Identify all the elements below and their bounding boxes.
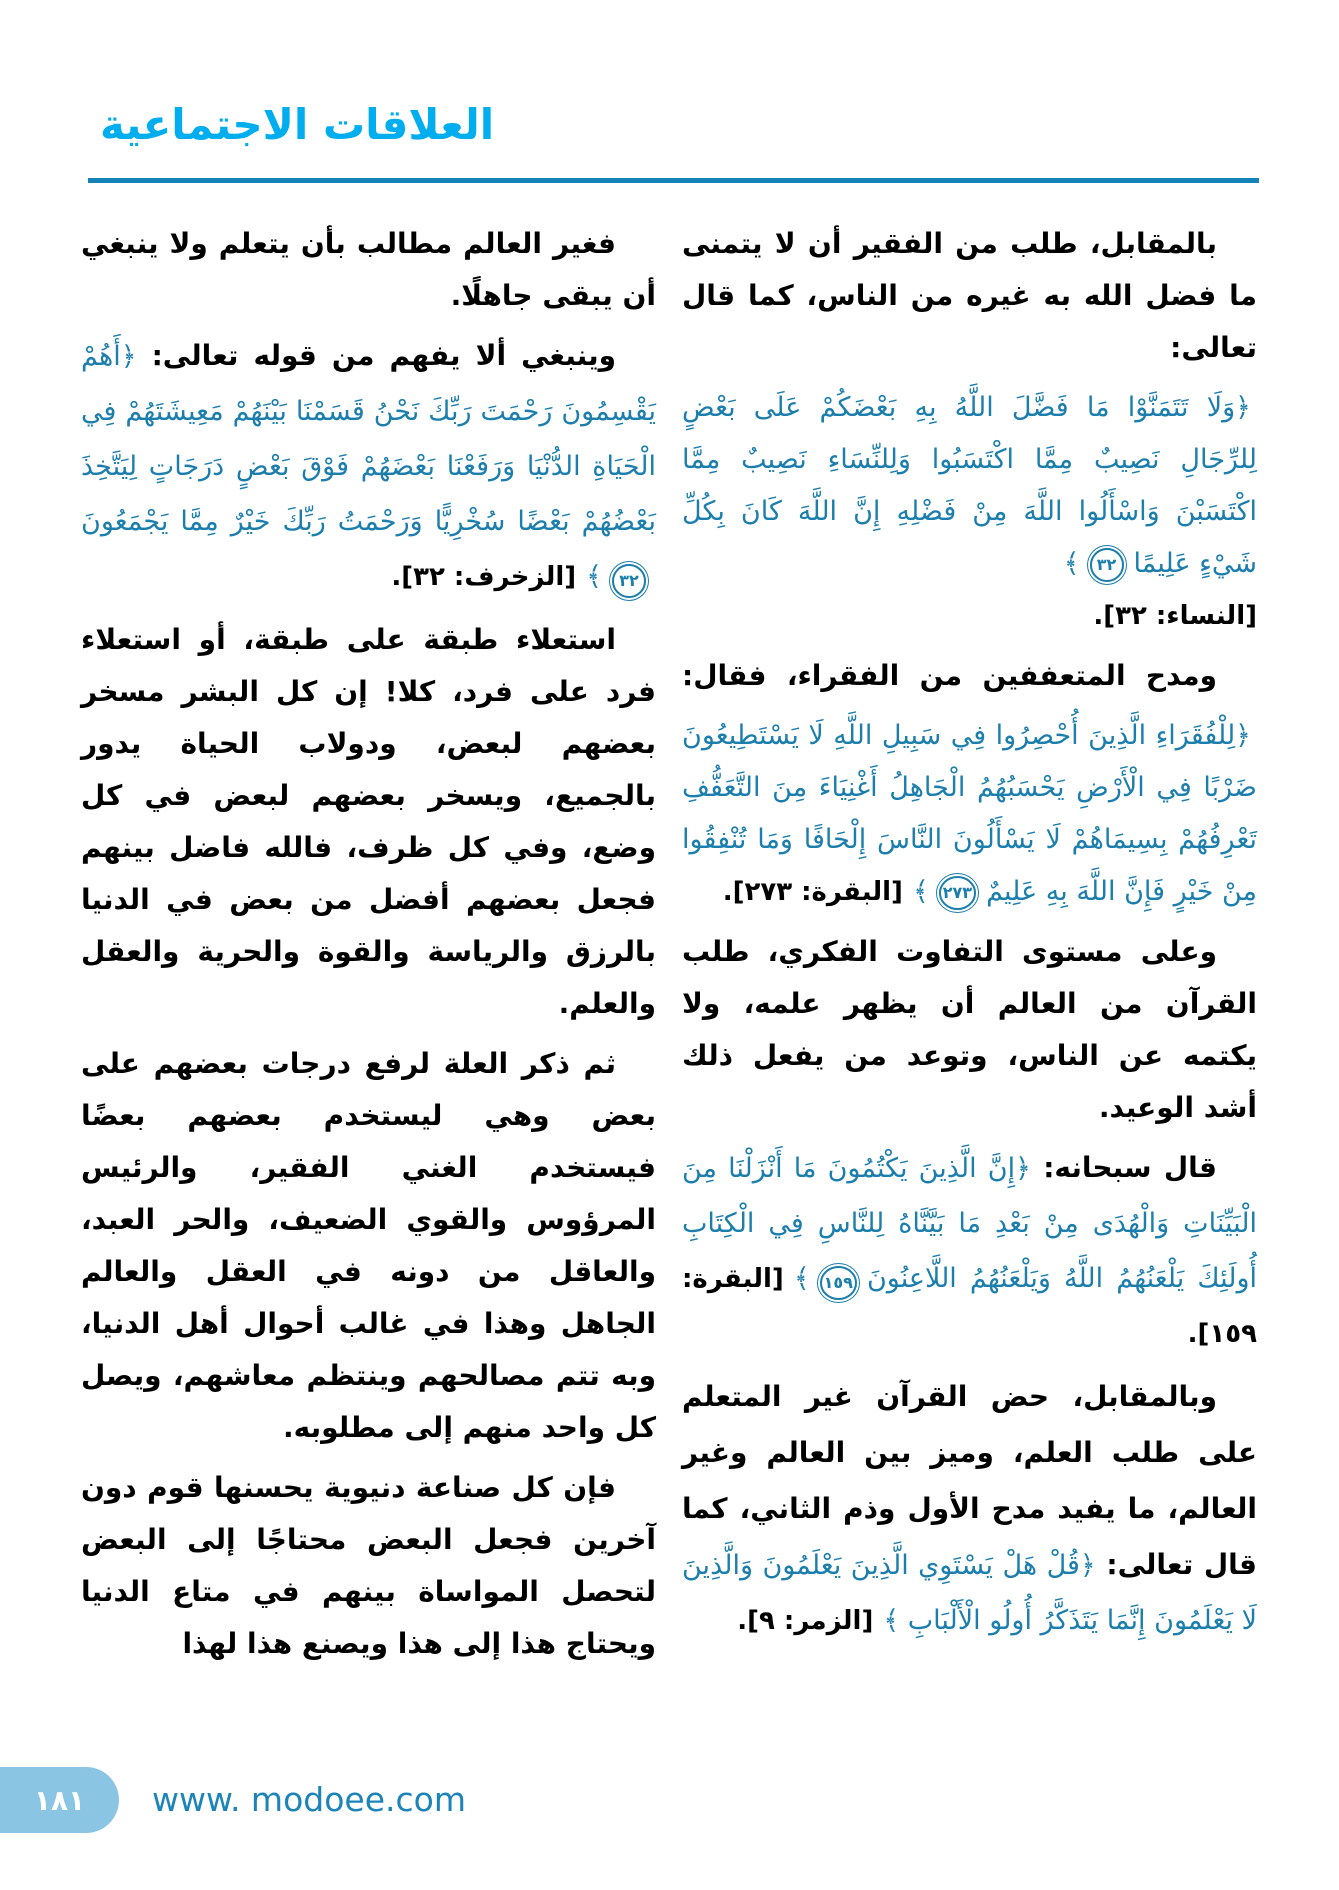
- paragraph: بالمقابل، طلب من الفقير أن لا يتمنى ما فضل الله به غيره من الناس، كما قال تعالى:: [682, 227, 1257, 364]
- quran-close-bracket: ﴾: [883, 1605, 900, 1636]
- column-left: [81, 218, 656, 1678]
- aya-number-medallion: ٣٢: [612, 564, 646, 598]
- quran-text: ﴿وَلَا تَتَمَنَّوْا مَا فَضَّلَ اللَّهُ بِهِ بَعْضَكُمْ عَلَى بَعْضٍ لِلرِّجَالِ نَصِيبٌ مِمَّا اكْتَسَبُوا وَلِلنِّسَاءِ نَصِيبٌ مِمَّا اكْتَسَبْنَ وَاسْأَلُوا اللَّهَ مِنْ فَضْلِهِ إِنَّ اللَّهَ كَانَ بِكُلِّ شَيْءٍ عَلِيمًا: [682, 392, 1257, 579]
- paragraph: فغير العالم مطالب بأن يتعلم ولا ينبغي أن يبقى جاهلًا.: [81, 227, 656, 312]
- paragraph-lead: وبالمقابل، حض القرآن غير المتعلم على طلب العلم، وميز بين العالم وغير العالم، ما يفيد مدح الأول وذم الثاني، كما قال تعالى:: [682, 1380, 1257, 1581]
- quran-close-bracket: ﴾: [586, 561, 602, 592]
- paragraph-with-verse: [682, 1371, 1257, 1650]
- aya-number-medallion: ٣٢: [1090, 548, 1124, 582]
- page-number-tab: [0, 1767, 119, 1833]
- quran-text: ﴿لِلْفُقَرَاءِ الَّذِينَ أُحْصِرُوا فِي سَبِيلِ اللَّهِ لَا يَسْتَطِيعُونَ ضَرْبًا فِي الْأَرْضِ يَحْسَبُهُمُ الْجَاهِلُ أَغْنِيَاءَ مِنَ التَّعَفُّفِ تَعْرِفُهُمْ بِسِيمَاهُمْ لَا يَسْأَلُونَ النَّاسَ إِلْحَافًا وَمَا تُنْفِقُوا مِنْ خَيْرٍ فَإِنَّ اللَّهَ بِهِ عَلِيمٌ: [682, 720, 1257, 907]
- paragraph-lead: قال سبحانه:: [1030, 1151, 1217, 1184]
- quran-verse-block: [682, 382, 1257, 642]
- paragraph: وعلى مستوى التفاوت الفكري، طلب القرآن من العالم أن يظهر علمه، ولا يكتمه عن الناس، وتوعد من يفعل ذلك أشد الوعيد.: [682, 935, 1257, 1124]
- paragraph: ومدح المتعففين من الفقراء، فقال:: [682, 659, 1217, 692]
- quran-text: ﴿قُلْ هَلْ يَسْتَوِي الَّذِينَ يَعْلَمُونَ وَالَّذِينَ لَا يَعْلَمُونَ إِنَّمَا يَتَذَكَّرُ أُولُو الْأَلْبَابِ: [682, 1550, 1257, 1636]
- paragraph-with-verse: [682, 1142, 1257, 1363]
- paragraph: فإن كل صناعة دنيوية يحسنها قوم دون آخرين فجعل البعض محتاجًا إلى البعض لتحصل المواساة بينهم في متاع الدنيا ويحتاج هذا إلى هذا ويصنع هذا لهذا: [81, 1471, 656, 1660]
- paragraph: ثم ذكر العلة لرفع درجات بعضهم على بعض وهي ليستخدم بعضهم بعضًا فيستخدم الغني الفقير، والرئيس المرؤوس والقوي الضعيف، والحر العبد، والعاقل من دونه في العقل والعالم الجاهل وهذا في غالب أحوال أهل الدنيا، وبه تتم مصالحهم وينتظم معاشهم، ويصل كل واحد منهم إلى مطلوبه.: [81, 1047, 656, 1444]
- website-url: www. modoee.com: [152, 1780, 466, 1819]
- column-right: [682, 218, 1257, 1678]
- quran-text: ﴿إِنَّ الَّذِينَ يَكْتُمُونَ مَا أَنْزَلْنَا مِنَ الْبَيِّنَاتِ وَالْهُدَى مِنْ بَعْدِ مَا بَيَّنَّاهُ لِلنَّاسِ فِي الْكِتَابِ أُولَئِكَ يَلْعَنُهُمُ اللَّهُ وَيَلْعَنُهُمُ اللَّاعِنُونَ: [682, 1153, 1257, 1294]
- quran-close-bracket: ﴾: [912, 876, 929, 907]
- quran-text: ﴿أَهُمْ يَقْسِمُونَ رَحْمَتَ رَبِّكَ نَحْنُ قَسَمْنَا بَيْنَهُمْ مَعِيشَتَهُمْ فِي الْحَيَاةِ الدُّنْيَا وَرَفَعْنَا بَعْضَهُمْ فَوْقَ بَعْضٍ دَرَجَاتٍ لِيَتَّخِذَ بَعْضُهُمْ بَعْضًا سُخْرِيًّا وَرَحْمَتُ رَبِّكَ خَيْرٌ مِمَّا يَجْمَعُونَ: [81, 341, 656, 537]
- page-number: ١٨١: [33, 1783, 86, 1817]
- quran-close-bracket: ﴾: [793, 1263, 810, 1294]
- header-rule: [88, 178, 1259, 183]
- paragraph-with-verse: [81, 330, 656, 606]
- verse-reference: [البقرة: ١٥٩].: [682, 1264, 1257, 1349]
- chapter-title: العلاقات الاجتماعية: [100, 100, 495, 149]
- verse-reference: [البقرة: ٢٧٣].: [722, 877, 903, 907]
- verse-reference: [الزمر: ٩].: [737, 1606, 874, 1636]
- paragraph-lead: وينبغي ألا يفهم من قوله تعالى:: [136, 339, 616, 372]
- two-column-layout: [81, 218, 1257, 1678]
- aya-number-medallion: ٢٧٣: [939, 876, 976, 910]
- paragraph: استعلاء طبقة على طبقة، أو استعلاء فرد على فرد، كلا! إن كل البشر مسخر بعضهم لبعض، ودولاب الحياة يدور بالجميع، ويسخر بعضهم لبعض في كل وضع، وفي كل ظرف، فالله فاضل بينهم فجعل بعضهم أفضل من بعض في الدنيا بالرزق والرياسة والقوة والحرية والعقل والعلم.: [81, 623, 656, 1020]
- quran-verse-block: [682, 710, 1257, 918]
- verse-reference: [النساء: ٣٢].: [1093, 601, 1257, 631]
- aya-number-medallion: ١٥٩: [820, 1266, 857, 1300]
- verse-reference: [الزخرف: ٣٢].: [391, 562, 577, 592]
- quran-close-bracket: ﴾: [1063, 548, 1080, 579]
